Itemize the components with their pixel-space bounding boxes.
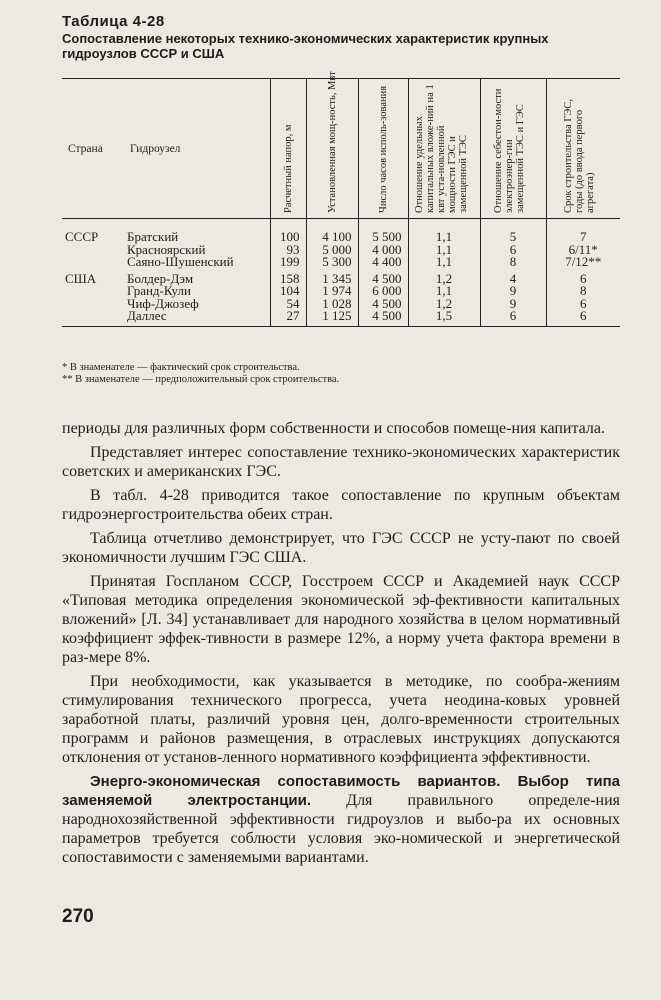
cell-ratio-capital: 1,2 [408, 298, 480, 311]
cell-build-time: 6 [546, 298, 620, 311]
header-head: Расчетный напор, м [282, 123, 294, 213]
cell-hours: 4 000 [358, 244, 408, 257]
paragraph: При необходимости, как указывается в методике, по сообра-жениям стимулирования технического прогресса, учета неодина-ковых уровней заработной платы, различий уровня цен, долго-временности строительных программ и районов размещения, в отраслевых инструкциях допускаются отклонения от установ-ленного нормативного коэффициента эффективности. [62, 673, 620, 766]
cell-node: Братский [127, 229, 179, 245]
paragraph: Таблица отчетливо демонстрирует, что ГЭС СССР не усту-пают по своей экономичности лучшим ГЭС США. [62, 530, 620, 566]
cell-ratio-cost: 9 [480, 298, 546, 311]
cell-capacity: 5 000 [306, 244, 358, 257]
cell-ratio-capital: 1,1 [408, 219, 480, 244]
table-caption [62, 14, 622, 61]
table-title: Сопоставление некоторых технико-экономических характеристик крупных гидроузлов СССР и США [62, 31, 549, 61]
paragraph [62, 772, 620, 867]
table-row [62, 310, 620, 326]
cell-ratio-cost: 6 [480, 310, 546, 326]
comparison-table [62, 70, 620, 327]
cell-node: Гранд-Кули [127, 283, 191, 299]
cell-capacity: 4 100 [306, 219, 358, 244]
cell-country [62, 298, 124, 311]
table-footnotes [62, 362, 622, 386]
header-capacity: Установленная мощ-ность, Мвт [326, 70, 338, 213]
cell-country [62, 310, 124, 326]
paragraph: В табл. 4-28 приводится такое сопоставление по крупным объектам гидроэнергостроительства обеих стран. [62, 487, 620, 523]
cell-capacity: 1 974 [306, 285, 358, 298]
cell-node: Саяно-Шушенский [127, 254, 234, 270]
header-build-time: Срок строительства ГЭС, годы (до ввода первого агрегата) [563, 98, 597, 213]
footnote: * В знаменателе — фактический срок строительства. [62, 362, 300, 373]
cell-capacity: 1 125 [306, 310, 358, 326]
cell-build-time: 6 [546, 269, 620, 286]
cell-country [62, 285, 124, 298]
paragraph: Принятая Госпланом СССР, Госстроем СССР и Академией наук СССР «Типовая методика определения экономической эф-фективности капитальных вложений» [Л. 34] устанавливает для народного хозяйства в целом нормативный коэффициент эффек-тивности в размере 12%, а норму учета фактора времени в раз-мере 8%. [62, 573, 620, 666]
page-number: 270 [62, 906, 94, 927]
cell-ratio-capital: 1,1 [408, 285, 480, 298]
cell-build-time: 7/12** [546, 256, 620, 269]
cell-hours: 4 500 [358, 310, 408, 326]
paragraph-body: Для правильного определе-ния народнохозяйственной эффективности гидроузлов и выбо-ра их основных параметров требуется соблюсти условия эко-номической и энергетической сопоставимости с заменяемыми вариантами. [62, 792, 621, 866]
cell-head: 158 [270, 269, 306, 286]
cell-head: 54 [270, 298, 306, 311]
cell-node: Даллес [124, 310, 270, 326]
cell-head: 100 [270, 219, 306, 244]
paragraph: периоды для различных форм собственности и способов помеще-ния капитала. [62, 420, 605, 437]
body-text [62, 419, 620, 872]
cell-ratio-cost: 6 [480, 244, 546, 257]
cell-ratio-capital: 1,5 [408, 310, 480, 326]
cell-hours: 4 400 [358, 256, 408, 269]
cell-head: 93 [270, 244, 306, 257]
cell-ratio-cost: 5 [480, 219, 546, 244]
cell-capacity: 1 345 [306, 269, 358, 286]
cell-head: 199 [270, 256, 306, 269]
cell-node: Болдер-Дэм [127, 270, 194, 286]
cell-ratio-capital: 1,2 [408, 269, 480, 286]
section-heading: Энерго-экономическая сопоставимость вариантов. Выбор типа заменяемой электростанции. [62, 773, 620, 809]
header-hours: Число часов исполь-зования [377, 85, 389, 213]
cell-head: 104 [270, 285, 306, 298]
table-row [62, 219, 620, 244]
cell-ratio-cost: 8 [480, 256, 546, 269]
cell-build-time: 6 [546, 310, 620, 326]
cell-country [62, 256, 124, 269]
header-ratio-capital: Отношение удельных капитальных вложе-ний на 1 квт уста-новленной мощности ГЭС и замещенной ТЭС [414, 83, 469, 213]
cell-country: СССР [65, 229, 99, 245]
table-header-row [62, 79, 620, 219]
cell-ratio-capital: 1,1 [408, 256, 480, 269]
cell-hours: 4 500 [358, 298, 408, 311]
header-ratio-cost: Отношение себестои-мости электроэнер-гии замещенной ТЭС и ГЭС [493, 88, 526, 213]
table-number: Таблица 4-28 [62, 13, 165, 30]
cell-country [62, 244, 124, 257]
header-node: Гидроузел [124, 79, 270, 219]
cell-node: Чиф-Джозеф [127, 295, 199, 311]
cell-country: США [65, 270, 97, 286]
cell-ratio-cost: 4 [480, 269, 546, 286]
cell-ratio-capital: 1,1 [408, 244, 480, 257]
table-row [62, 256, 620, 269]
footnote: ** В знаменателе — предположительный срок строительства. [62, 374, 340, 385]
cell-head: 27 [270, 310, 306, 326]
cell-capacity: 5 300 [306, 256, 358, 269]
cell-hours: 4 500 [358, 269, 408, 286]
paragraph: Представляет интерес сопоставление технико-экономических характеристик советских и американских ГЭС. [62, 444, 620, 480]
cell-ratio-cost: 9 [480, 285, 546, 298]
cell-build-time: 7 [546, 219, 620, 244]
cell-hours: 6 000 [358, 285, 408, 298]
cell-capacity: 1 028 [306, 298, 358, 311]
header-country: Страна [62, 79, 124, 219]
cell-build-time: 6/11* [546, 244, 620, 257]
cell-build-time: 8 [546, 285, 620, 298]
cell-hours: 5 500 [358, 219, 408, 244]
cell-node: Красноярский [127, 241, 206, 257]
